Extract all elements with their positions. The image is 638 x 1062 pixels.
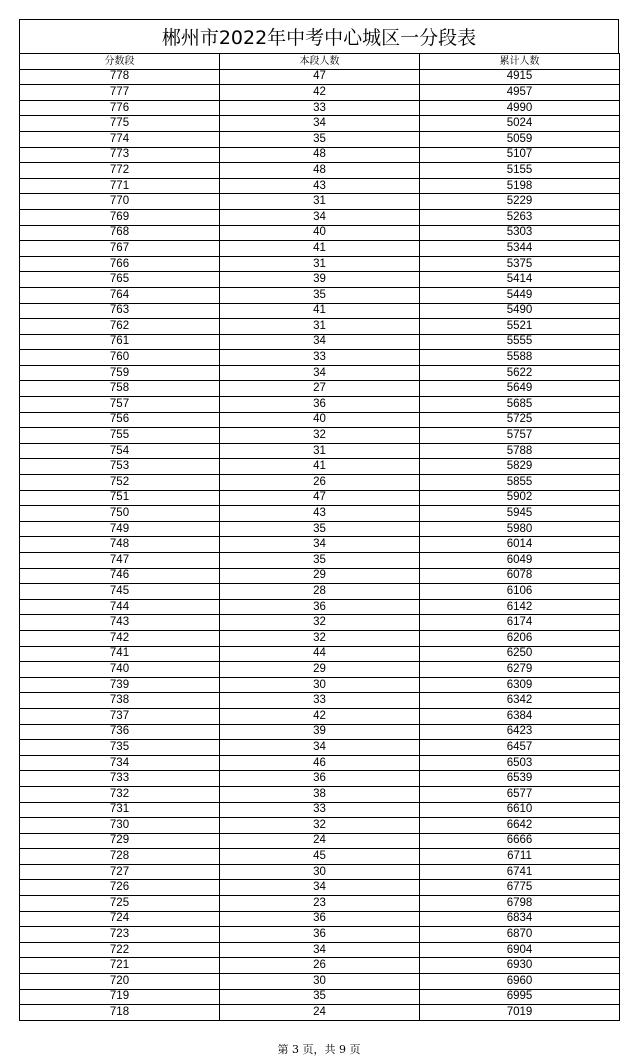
table-row (20, 724, 620, 740)
cell-count: 32 (220, 818, 420, 834)
cell-count: 44 (220, 646, 420, 662)
cell-cumulative: 6870 (420, 927, 620, 943)
table-row (20, 677, 620, 693)
cell-cumulative: 5685 (420, 397, 620, 413)
table-row (20, 350, 620, 366)
header-row (20, 54, 620, 70)
table-row (20, 147, 620, 163)
cell-score: 776 (20, 100, 220, 116)
table-row (20, 802, 620, 818)
cell-cumulative: 4957 (420, 85, 620, 101)
cell-cumulative: 5263 (420, 209, 620, 225)
table-row (20, 475, 620, 491)
cell-count: 48 (220, 147, 420, 163)
cell-cumulative: 5155 (420, 163, 620, 179)
cell-cumulative: 6014 (420, 537, 620, 553)
cell-count: 39 (220, 272, 420, 288)
cell-score: 758 (20, 381, 220, 397)
cell-score: 718 (20, 1005, 220, 1021)
cell-cumulative: 6279 (420, 662, 620, 678)
cell-score: 738 (20, 693, 220, 709)
cell-count: 35 (220, 521, 420, 537)
cell-cumulative: 6577 (420, 786, 620, 802)
cell-count: 26 (220, 475, 420, 491)
cell-score: 775 (20, 116, 220, 132)
cell-count: 32 (220, 630, 420, 646)
cell-score: 756 (20, 412, 220, 428)
cell-cumulative: 5375 (420, 256, 620, 272)
cell-score: 735 (20, 740, 220, 756)
table-row (20, 615, 620, 631)
cell-cumulative: 6049 (420, 553, 620, 569)
cell-count: 35 (220, 989, 420, 1005)
table-row (20, 693, 620, 709)
table-row (20, 490, 620, 506)
table-row (20, 833, 620, 849)
cell-score: 778 (20, 69, 220, 85)
cell-count: 31 (220, 256, 420, 272)
cell-count: 33 (220, 350, 420, 366)
table-row (20, 646, 620, 662)
cell-cumulative: 6174 (420, 615, 620, 631)
cell-cumulative: 6309 (420, 677, 620, 693)
table-row (20, 989, 620, 1005)
table-row (20, 537, 620, 553)
cell-count: 40 (220, 225, 420, 241)
cell-count: 28 (220, 584, 420, 600)
cell-count: 32 (220, 428, 420, 444)
table-row (20, 412, 620, 428)
cell-cumulative: 6250 (420, 646, 620, 662)
cell-score: 751 (20, 490, 220, 506)
cell-score: 743 (20, 615, 220, 631)
cell-cumulative: 5449 (420, 287, 620, 303)
cell-cumulative: 6711 (420, 849, 620, 865)
cell-score: 749 (20, 521, 220, 537)
cell-count: 33 (220, 802, 420, 818)
cell-count: 34 (220, 365, 420, 381)
table-row (20, 116, 620, 132)
cell-score: 772 (20, 163, 220, 179)
cell-score: 759 (20, 365, 220, 381)
cell-cumulative: 5902 (420, 490, 620, 506)
cell-score: 726 (20, 880, 220, 896)
table-row (20, 272, 620, 288)
cell-count: 31 (220, 194, 420, 210)
cell-count: 41 (220, 459, 420, 475)
cell-score: 754 (20, 443, 220, 459)
cell-score: 734 (20, 755, 220, 771)
cell-score: 745 (20, 584, 220, 600)
table-row (20, 303, 620, 319)
cell-count: 30 (220, 677, 420, 693)
table-row (20, 209, 620, 225)
cell-cumulative: 6206 (420, 630, 620, 646)
cell-score: 727 (20, 864, 220, 880)
cell-count: 41 (220, 303, 420, 319)
cell-score: 765 (20, 272, 220, 288)
cell-count: 32 (220, 615, 420, 631)
cell-cumulative: 6457 (420, 740, 620, 756)
cell-count: 33 (220, 100, 420, 116)
cell-score: 739 (20, 677, 220, 693)
cell-score: 752 (20, 475, 220, 491)
cell-score: 720 (20, 974, 220, 990)
cell-count: 29 (220, 568, 420, 584)
table-row (20, 194, 620, 210)
table-row (20, 365, 620, 381)
cell-count: 34 (220, 537, 420, 553)
cell-score: 723 (20, 927, 220, 943)
table-row (20, 880, 620, 896)
cell-count: 24 (220, 1005, 420, 1021)
cell-count: 27 (220, 381, 420, 397)
cell-cumulative: 5945 (420, 506, 620, 522)
table-row (20, 818, 620, 834)
cell-cumulative: 6610 (420, 802, 620, 818)
cell-cumulative: 5788 (420, 443, 620, 459)
table-row (20, 630, 620, 646)
cell-count: 38 (220, 786, 420, 802)
table-row (20, 241, 620, 257)
cell-score: 755 (20, 428, 220, 444)
cell-score: 762 (20, 319, 220, 335)
cell-count: 31 (220, 443, 420, 459)
cell-count: 36 (220, 927, 420, 943)
table-row (20, 381, 620, 397)
cell-cumulative: 5725 (420, 412, 620, 428)
table-row (20, 459, 620, 475)
table-row (20, 849, 620, 865)
cell-count: 42 (220, 708, 420, 724)
cell-cumulative: 5622 (420, 365, 620, 381)
cell-count: 36 (220, 911, 420, 927)
cell-cumulative: 5024 (420, 116, 620, 132)
table-row (20, 958, 620, 974)
cell-cumulative: 4990 (420, 100, 620, 116)
cell-cumulative: 5555 (420, 334, 620, 350)
table-row (20, 786, 620, 802)
cell-score: 748 (20, 537, 220, 553)
cell-score: 744 (20, 599, 220, 615)
cell-score: 753 (20, 459, 220, 475)
table-row (20, 521, 620, 537)
cell-count: 45 (220, 849, 420, 865)
cell-cumulative: 5588 (420, 350, 620, 366)
table-row (20, 1005, 620, 1021)
table-row (20, 69, 620, 85)
cell-cumulative: 6503 (420, 755, 620, 771)
cell-cumulative: 6078 (420, 568, 620, 584)
table-row (20, 740, 620, 756)
cell-cumulative: 5198 (420, 178, 620, 194)
cell-score: 768 (20, 225, 220, 241)
cell-score: 771 (20, 178, 220, 194)
table-row (20, 131, 620, 147)
table-row (20, 755, 620, 771)
cell-cumulative: 5829 (420, 459, 620, 475)
cell-count: 34 (220, 740, 420, 756)
cell-cumulative: 6741 (420, 864, 620, 880)
cell-score: 722 (20, 942, 220, 958)
cell-cumulative: 5303 (420, 225, 620, 241)
header-count: 本段人数 (220, 54, 420, 70)
cell-cumulative: 6904 (420, 942, 620, 958)
cell-count: 36 (220, 599, 420, 615)
cell-cumulative: 6384 (420, 708, 620, 724)
table-row (20, 178, 620, 194)
cell-score: 736 (20, 724, 220, 740)
table-row (20, 896, 620, 912)
table-row (20, 662, 620, 678)
cell-score: 774 (20, 131, 220, 147)
table-row (20, 163, 620, 179)
cell-score: 757 (20, 397, 220, 413)
score-distribution-table (19, 53, 620, 1021)
cell-score: 773 (20, 147, 220, 163)
table-row (20, 287, 620, 303)
cell-cumulative: 5059 (420, 131, 620, 147)
cell-cumulative: 6666 (420, 833, 620, 849)
cell-cumulative: 5229 (420, 194, 620, 210)
cell-score: 777 (20, 85, 220, 101)
cell-score: 725 (20, 896, 220, 912)
cell-cumulative: 6342 (420, 693, 620, 709)
cell-score: 760 (20, 350, 220, 366)
cell-score: 737 (20, 708, 220, 724)
cell-count: 47 (220, 490, 420, 506)
table-row (20, 428, 620, 444)
score-table-sheet (19, 19, 619, 1021)
cell-cumulative: 5414 (420, 272, 620, 288)
cell-cumulative: 6960 (420, 974, 620, 990)
cell-count: 34 (220, 209, 420, 225)
cell-score: 732 (20, 786, 220, 802)
cell-count: 36 (220, 397, 420, 413)
cell-cumulative: 5980 (420, 521, 620, 537)
cell-cumulative: 6995 (420, 989, 620, 1005)
cell-cumulative: 5521 (420, 319, 620, 335)
cell-count: 36 (220, 771, 420, 787)
cell-count: 47 (220, 69, 420, 85)
cell-score: 767 (20, 241, 220, 257)
cell-score: 746 (20, 568, 220, 584)
cell-score: 770 (20, 194, 220, 210)
cell-count: 35 (220, 131, 420, 147)
cell-count: 29 (220, 662, 420, 678)
cell-count: 41 (220, 241, 420, 257)
cell-count: 33 (220, 693, 420, 709)
table-row (20, 708, 620, 724)
cell-count: 31 (220, 319, 420, 335)
cell-cumulative: 5757 (420, 428, 620, 444)
cell-cumulative: 6423 (420, 724, 620, 740)
table-row (20, 864, 620, 880)
cell-score: 724 (20, 911, 220, 927)
cell-count: 40 (220, 412, 420, 428)
table-row (20, 771, 620, 787)
table-row (20, 225, 620, 241)
table-row (20, 568, 620, 584)
cell-score: 742 (20, 630, 220, 646)
cell-score: 719 (20, 989, 220, 1005)
cell-score: 764 (20, 287, 220, 303)
cell-count: 35 (220, 287, 420, 303)
cell-count: 35 (220, 553, 420, 569)
cell-score: 729 (20, 833, 220, 849)
cell-count: 23 (220, 896, 420, 912)
cell-score: 769 (20, 209, 220, 225)
cell-score: 741 (20, 646, 220, 662)
cell-score: 733 (20, 771, 220, 787)
cell-cumulative: 6930 (420, 958, 620, 974)
cell-cumulative: 4915 (420, 69, 620, 85)
table-row (20, 974, 620, 990)
cell-cumulative: 6798 (420, 896, 620, 912)
cell-cumulative: 7019 (420, 1005, 620, 1021)
header-score: 分数段 (20, 54, 220, 70)
cell-score: 750 (20, 506, 220, 522)
cell-count: 24 (220, 833, 420, 849)
cell-score: 728 (20, 849, 220, 865)
cell-score: 761 (20, 334, 220, 350)
table-row (20, 85, 620, 101)
table-title: 郴州市2022年中考中心城区一分段表 (19, 19, 619, 53)
cell-cumulative: 5649 (420, 381, 620, 397)
cell-count: 46 (220, 755, 420, 771)
cell-count: 34 (220, 942, 420, 958)
table-row (20, 942, 620, 958)
table-row (20, 584, 620, 600)
cell-score: 763 (20, 303, 220, 319)
cell-cumulative: 6539 (420, 771, 620, 787)
cell-count: 43 (220, 506, 420, 522)
table-row (20, 256, 620, 272)
table-row (20, 911, 620, 927)
table-row (20, 553, 620, 569)
cell-count: 39 (220, 724, 420, 740)
cell-count: 30 (220, 864, 420, 880)
cell-cumulative: 5490 (420, 303, 620, 319)
table-row (20, 100, 620, 116)
cell-cumulative: 5344 (420, 241, 620, 257)
table-row (20, 319, 620, 335)
cell-score: 747 (20, 553, 220, 569)
cell-score: 721 (20, 958, 220, 974)
cell-score: 740 (20, 662, 220, 678)
table-row (20, 334, 620, 350)
table-row (20, 443, 620, 459)
table-row (20, 599, 620, 615)
cell-count: 48 (220, 163, 420, 179)
page-footer: 第 3 页，共 9 页 (277, 1043, 361, 1056)
table-row (20, 506, 620, 522)
cell-count: 34 (220, 880, 420, 896)
cell-count: 34 (220, 334, 420, 350)
cell-count: 42 (220, 85, 420, 101)
header-cumulative: 累计人数 (420, 54, 620, 70)
cell-cumulative: 6775 (420, 880, 620, 896)
cell-cumulative: 5855 (420, 475, 620, 491)
table-row (20, 927, 620, 943)
cell-count: 30 (220, 974, 420, 990)
cell-cumulative: 6142 (420, 599, 620, 615)
cell-count: 43 (220, 178, 420, 194)
cell-count: 34 (220, 116, 420, 132)
cell-cumulative: 6834 (420, 911, 620, 927)
table-row (20, 397, 620, 413)
cell-cumulative: 6106 (420, 584, 620, 600)
cell-score: 730 (20, 818, 220, 834)
cell-score: 766 (20, 256, 220, 272)
cell-score: 731 (20, 802, 220, 818)
cell-cumulative: 5107 (420, 147, 620, 163)
cell-count: 26 (220, 958, 420, 974)
cell-cumulative: 6642 (420, 818, 620, 834)
